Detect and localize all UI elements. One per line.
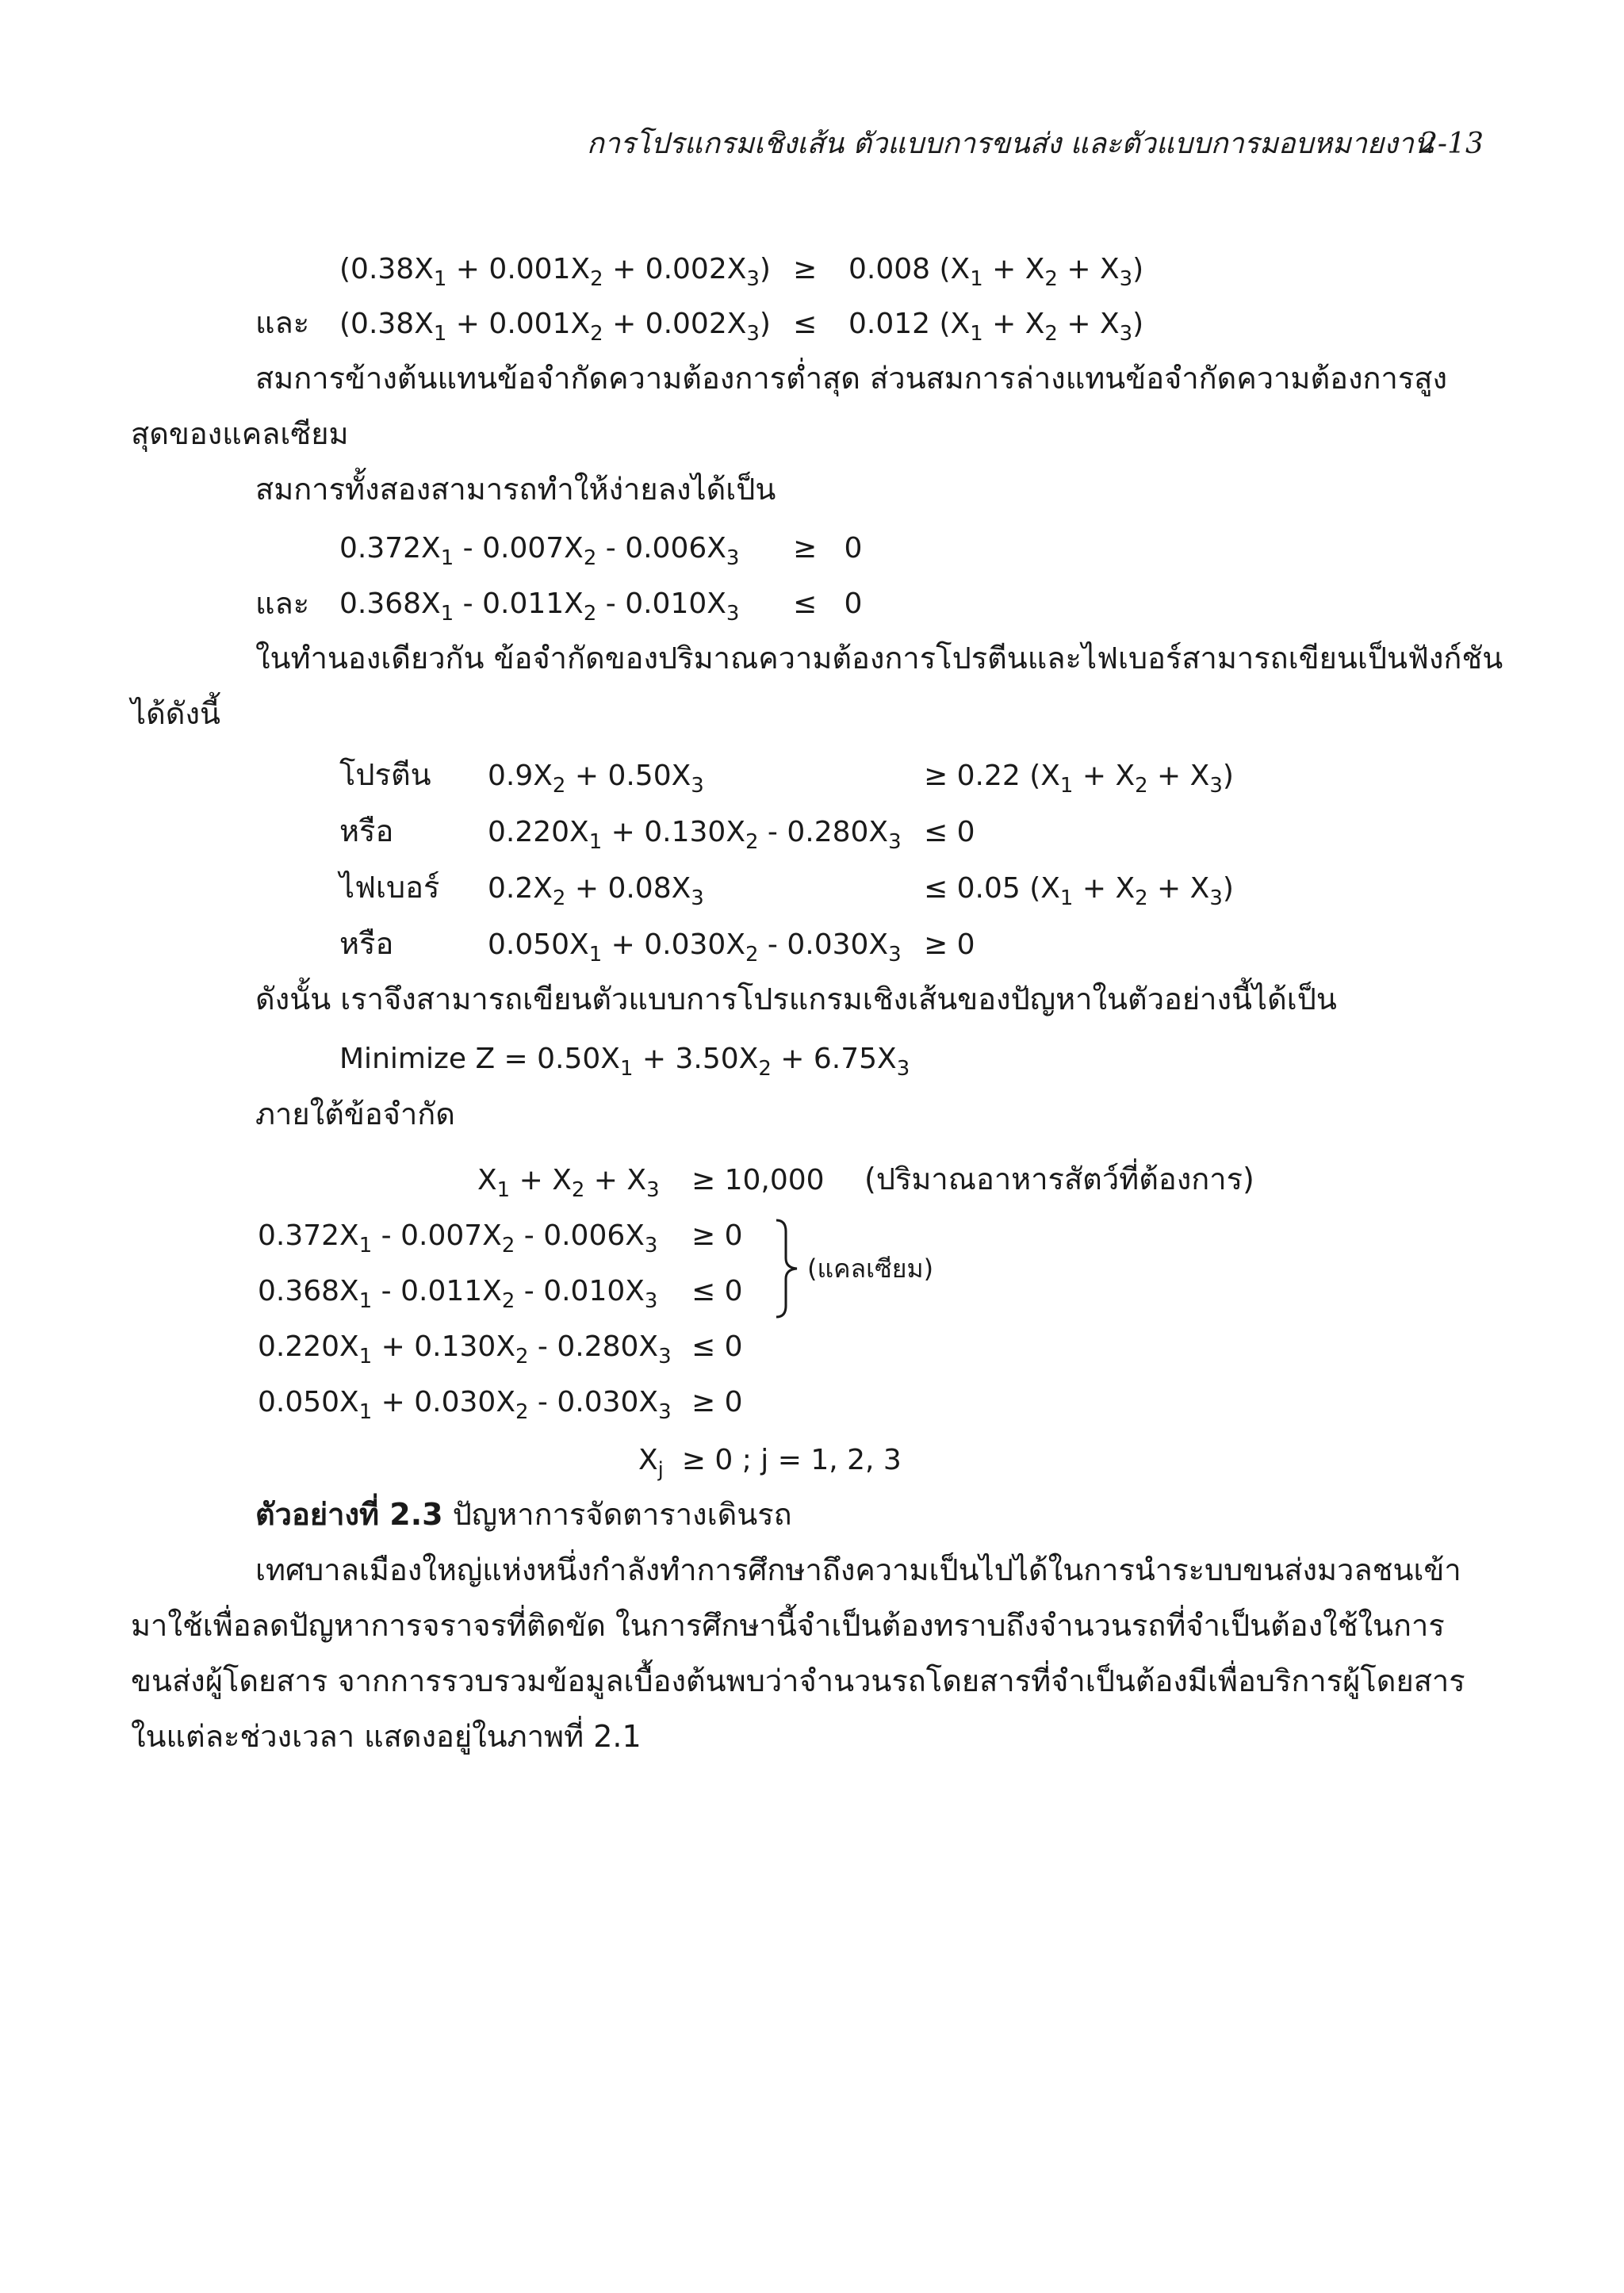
calcium-brace: [773, 1217, 802, 1320]
example-para-line3: ขนส่งผู้โดยสาร จากการรวบรวมข้อมูลเบื้องต้นพบว่าจำนวนรถโดยสารที่จำเป็นต้องมีเพื่อบริการผู้โดยสาร: [131, 1663, 1465, 1698]
constraint-protein: $0.220X_1 + 0.130X_2 - 0.280X_3$: [258, 1330, 672, 1369]
fiber-expr: $0.2X_2 + 0.08X_3$: [488, 872, 704, 911]
model-intro: ดังนั้น เราจึงสามารถเขียนตัวแบบการโปรแกรมเชิงเส้นของปัญหาในตัวอย่างนี้ได้เป็น: [255, 982, 1337, 1016]
calcium-explain-line2: สุดของแคลเซียม: [131, 416, 349, 451]
fiber-label: ไฟเบอร์: [339, 870, 440, 905]
protein-or-expr: $0.220X_1 + 0.130X_2 - 0.280X_3$: [488, 816, 902, 855]
constraint-protein-rel: ≤ 0: [691, 1330, 743, 1363]
protein-or-rhs: ≤ 0: [924, 816, 975, 848]
simplify-text: สมการทั้งสองสามารถทำให้ง่ายลงได้เป็น: [255, 472, 776, 507]
example-para-line4: ในแต่ละช่วงเวลา แสดงอยู่ในภาพที่ 2.1: [131, 1719, 642, 1754]
constraint-calcium-lower-rel: ≥ 0: [691, 1219, 743, 1252]
calcium-lower-op: ≥: [793, 253, 818, 285]
protein-expr: $0.9X_2 + 0.50X_3$: [488, 760, 704, 798]
protein-label: โปรตีน: [339, 757, 431, 792]
constraint-fiber-rel: ≥ 0: [691, 1386, 743, 1418]
constraint-total: $X_1 + X_2 + X_3$: [477, 1164, 660, 1203]
constraint-calcium-upper: $0.368X_1 - 0.011X_2 - 0.010X_3$: [258, 1275, 658, 1314]
simplified-constraint-2: $0.368X_1 - 0.011X_2 - 0.010X_3$: [339, 588, 740, 626]
protein-rhs: ≥ 0.22 $(X_1 + X_2 + X_3)$: [924, 760, 1234, 798]
fiber-or-expr: $0.050X_1 + 0.030X_2 - 0.030X_3$: [488, 928, 902, 967]
fiber-or-label: หรือ: [339, 926, 394, 961]
fiber-or-rhs: ≥ 0: [924, 928, 975, 961]
protein-or-label: หรือ: [339, 813, 394, 848]
page-number: 2-13: [1419, 128, 1484, 160]
calcium-upper-constraint: $(0.38X_1 + 0.001X_2 + 0.002X_3)$: [339, 308, 771, 346]
calcium-lower-constraint: $(0.38X_1 + 0.001X_2 + 0.002X_3)$: [339, 253, 771, 292]
example-para-line1: เทศบาลเมืองใหญ่แห่งหนึ่งกำลังทำการศึกษาถึงความเป็นไปได้ในการนำระบบขนส่งมวลชนเข้า: [255, 1552, 1461, 1587]
nonnegativity-constraint: $X_j \ge 0$ ; j = 1, 2, 3: [638, 1444, 902, 1483]
constraint-total-note: (ปริมาณอาหารสัตว์ที่ต้องการ): [864, 1162, 1254, 1196]
example-heading: [255, 1495, 792, 1533]
protein-fiber-intro-line1: ในทำนองเดียวกัน ข้อจำกัดของปริมาณความต้องการโปรตีนและไฟเบอร์สามารถเขียนเป็นฟังก์ชัน: [255, 641, 1503, 676]
objective-function: Minimize $Z = 0.50X_1 + 3.50X_2 + 6.75X_3$: [339, 1043, 910, 1081]
constraint-total-rel: ≥ 10,000: [691, 1164, 825, 1196]
fiber-rhs: ≤ 0.05 $(X_1 + X_2 + X_3)$: [924, 872, 1234, 911]
protein-fiber-intro-line2: ได้ดังนี้: [131, 696, 220, 731]
calcium-explain-line1: สมการข้างต้นแทนข้อจำกัดความต้องการต่ำสุด ส่วนสมการล่างแทนข้อจำกัดความต้องการสูง: [255, 361, 1448, 396]
and-word: และ: [255, 305, 310, 340]
running-header-title: การโปรแกรมเชิงเส้น ตัวแบบการขนส่ง และตัวแบบการมอบหมายงาน: [587, 128, 1434, 160]
and-word-2: และ: [255, 586, 310, 621]
calcium-lower-rhs: 0.008 $(X_1 + X_2 + X_3)$: [848, 253, 1144, 292]
simplified-constraint-2-rel: ≤ 0: [793, 588, 863, 620]
calcium-upper-op: ≤: [793, 308, 818, 340]
constraint-calcium-lower: $0.372X_1 - 0.007X_2 - 0.006X_3$: [258, 1219, 658, 1258]
constraint-fiber: $0.050X_1 + 0.030X_2 - 0.030X_3$: [258, 1386, 672, 1425]
example-heading-number: ตัวอย่างที่ 2.3: [255, 1497, 443, 1532]
simplified-constraint-1-rel: ≥ 0: [793, 532, 863, 565]
subject-to: ภายใต้ข้อจำกัด: [255, 1097, 455, 1131]
calcium-brace-note: (แคลเซียม): [807, 1254, 934, 1284]
constraint-calcium-upper-rel: ≤ 0: [691, 1275, 743, 1307]
calcium-upper-rhs: 0.012 $(X_1 + X_2 + X_3)$: [848, 308, 1144, 346]
example-para-line2: มาใช้เพื่อลดปัญหาการจราจรที่ติดขัด ในการศึกษานี้จำเป็นต้องทราบถึงจำนวนรถที่จำเป็นต้องใช้ในการ: [131, 1608, 1445, 1643]
example-heading-title: ปัญหาการจัดตารางเดินรถ: [452, 1497, 792, 1532]
simplified-constraint-1: $0.372X_1 - 0.007X_2 - 0.006X_3$: [339, 532, 740, 571]
